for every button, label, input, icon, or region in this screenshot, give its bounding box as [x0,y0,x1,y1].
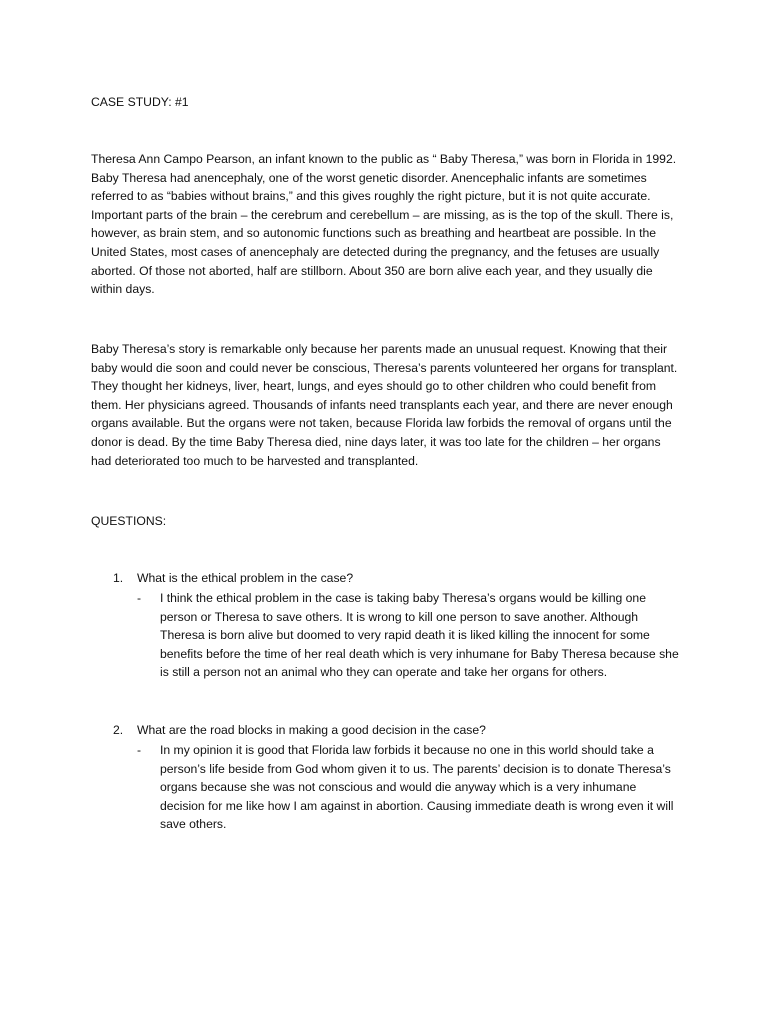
question-text: What is the ethical problem in the case? [137,571,354,585]
answer-bullet: - [137,591,142,605]
question-number: 2. [113,723,124,737]
answer-block [137,741,683,834]
answer-text: In my opinion it is good that Florida law forbids it because no one in this world should take a person’s life beside from God whom given it to us. The parents’ decision is to donate Theresa’s organs because she was not conscious and would die anyway which is a very inhumane decision for me like how I am against in abortion. Causing immediate death is wrong even it will save others. [160,743,674,832]
case-study-title: CASE STUDY: #1 [91,95,189,109]
question-number: 1. [113,571,124,585]
question-text: What are the road blocks in making a good decision in the case? [137,723,486,737]
story-paragraph: Baby Theresa’s story is remarkable only because her parents made an unusual request. Knowing that their baby would die soon and could never be conscious, Theresa’s parents volunteered her organs for transplant. They thought her kidneys, liver, heart, lungs, and eyes should go to other children who could benefit from them. Her physicians agreed. Thousands of infants need transplants each year, and there are never enough organs available. But the organs were not taken, because Florida law forbids the removal of organs until the donor is dead. By the time Baby Theresa died, nine days later, it was too late for the children – her organs had deteriorated too much to be harvested and transplanted. [91,342,678,468]
questions-heading: QUESTIONS: [91,514,167,528]
answer-bullet: - [137,743,142,757]
answer-text: I think the ethical problem in the case is taking baby Theresa’s organs would be killing one person or Theresa to save others. It is wrong to kill one person to save another. Although Theresa is born alive but doomed to very rapid death it is liked killing the innocent for some benefits before the time of her real death which is very inhumane for Baby Theresa because she is still a person not an animal who they can operate and take her organs for others. [160,591,679,680]
intro-paragraph: Theresa Ann Campo Pearson, an infant known to the public as “ Baby Theresa,” was born in Florida in 1992. Baby Theresa had anencephaly, one of the worst genetic disorder. Anencephalic infants are sometimes referred to as “babies without brains,” and this gives roughly the right picture, but it is not quite accurate. Important parts of the brain – the cerebrum and cerebellum – are missing, as is the top of the skull. There is, however, as brain stem, and so autonomic functions such as breathing and heartbeat are possible. In the United States, most cases of anencephaly are detected during the pregnancy, and the fetuses are usually aborted. Of those not aborted, half are stillborn. About 350 are born alive each year, and they usually die within days. [91,152,677,297]
answer-block [137,589,683,682]
